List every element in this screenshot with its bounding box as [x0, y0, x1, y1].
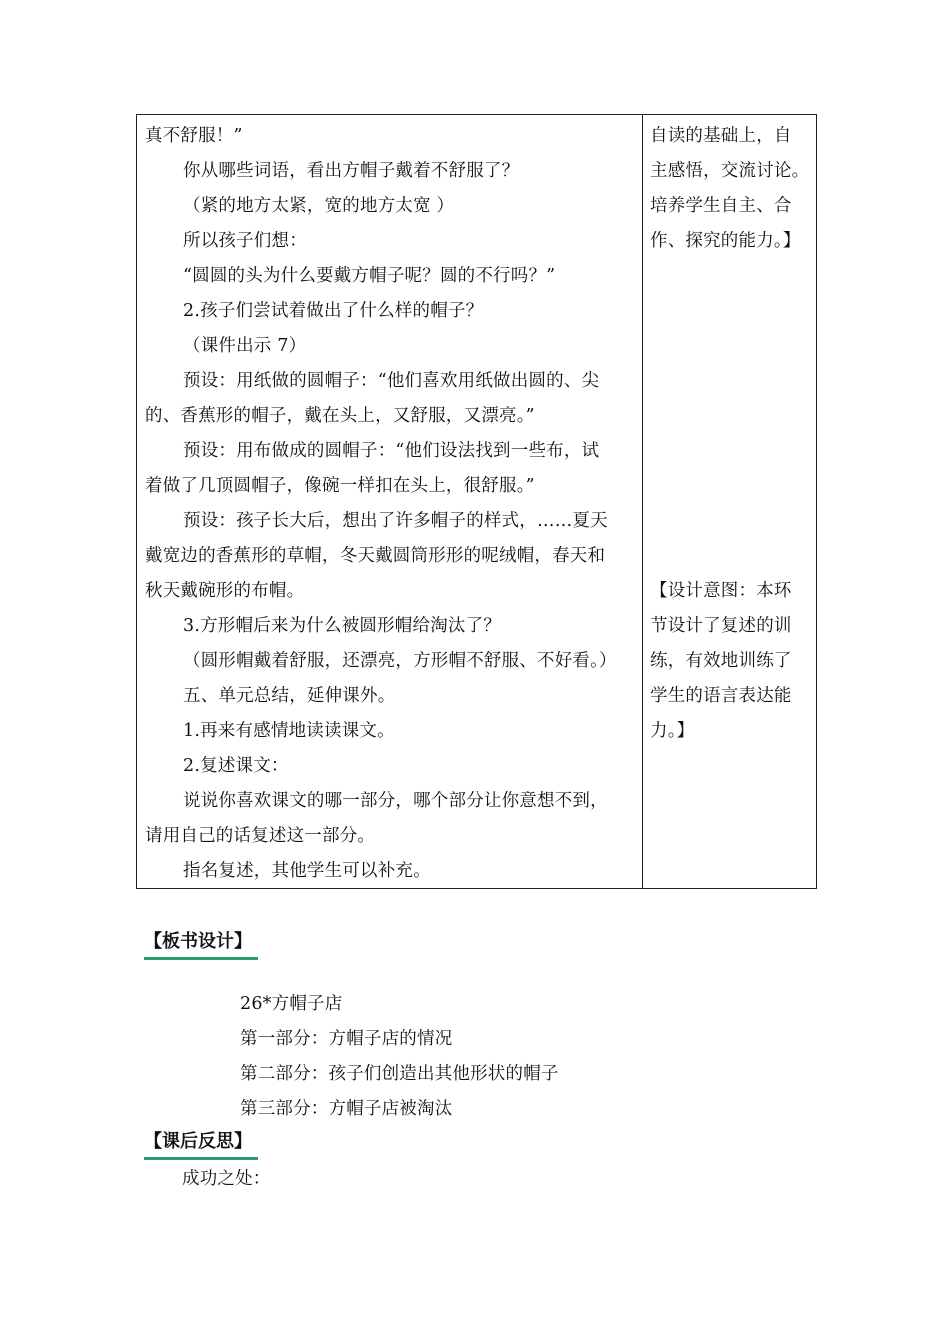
- note-line: 练，有效地训练了: [650, 651, 792, 671]
- paragraph-line: 预设：用纸做的圆帽子：“他们喜欢用纸做出圆的、尖: [183, 371, 600, 391]
- paragraph-line: 着做了几顶圆帽子，像碗一样扣在头上，很舒服。”: [145, 476, 535, 496]
- board-line: 第二部分：孩子们创造出其他形状的帽子: [240, 1064, 559, 1084]
- paragraph-line: 预设：用布做成的圆帽子：“他们设法找到一些布，试: [183, 441, 600, 461]
- paragraph-line: 预设：孩子长大后，想出了许多帽子的样式，……夏天: [183, 511, 608, 531]
- paragraph-line: 2.孩子们尝试着做出了什么样的帽子？: [183, 301, 484, 321]
- reflection-line: 成功之处：: [182, 1169, 271, 1189]
- paragraph-line: （课件出示 7）: [183, 336, 307, 356]
- note-line: 培养学生自主、合: [650, 196, 792, 216]
- paragraph-line: 指名复述，其他学生可以补充。: [183, 861, 431, 881]
- design-intent-note: [650, 119, 812, 259]
- paragraph-line: 五、单元总结，延伸课外。: [183, 686, 396, 706]
- note-line: 【设计意图：本环: [650, 581, 792, 601]
- paragraph-line: 所以孩子们想：: [183, 231, 307, 251]
- paragraph-line: 2.复述课文：: [183, 756, 289, 776]
- note-line: 主感悟，交流讨论。: [650, 161, 810, 181]
- board-line: 第三部分：方帽子店被淘汰: [240, 1099, 453, 1119]
- paragraph-line: 戴宽边的香蕉形的草帽，冬天戴圆筒形形的呢绒帽，春天和: [145, 546, 606, 566]
- paragraph-line: 秋天戴碗形的布帽。: [145, 581, 305, 601]
- board-line: 第一部分：方帽子店的情况: [240, 1029, 453, 1049]
- paragraph-line: 请用自己的话复述这一部分。: [145, 826, 376, 846]
- board-design-content: [240, 987, 559, 1127]
- board-title: 26*方帽子店: [240, 994, 343, 1014]
- heading-underline: [144, 957, 258, 960]
- paragraph-line: 你从哪些词语，看出方帽子戴着不舒服了？: [183, 161, 520, 181]
- design-intent-note: [650, 574, 812, 749]
- note-line: 自读的基础上，自: [650, 126, 792, 146]
- paragraph-line: （圆形帽戴着舒服，还漂亮，方形帽不舒服、不好看。）: [183, 651, 617, 671]
- paragraph-line: 1.再来有感情地读读课文。: [183, 721, 395, 741]
- paragraph-line: 真不舒服！”: [145, 126, 243, 146]
- note-line: 学生的语言表达能: [650, 686, 792, 706]
- teaching-process-cell: [145, 119, 637, 889]
- note-line: 力。】: [650, 721, 695, 741]
- paragraph-line: （紧的地方太紧，宽的地方太宽 ）: [183, 196, 455, 216]
- table-column-divider: [642, 115, 643, 888]
- note-line: 作、探究的能力。】: [650, 231, 801, 251]
- lesson-plan-table: [136, 114, 817, 889]
- reflection-heading-text: 【课后反思】: [144, 1131, 252, 1152]
- note-line: 节设计了复述的训: [650, 616, 792, 636]
- reflection-heading: [144, 1130, 252, 1154]
- board-design-heading: [144, 930, 252, 954]
- paragraph-line: “圆圆的头为什么要戴方帽子呢？圆的不行吗？”: [183, 266, 556, 286]
- paragraph-line: 的、香蕉形的帽子，戴在头上，又舒服，又漂亮。”: [145, 406, 535, 426]
- board-design-heading-text: 【板书设计】: [144, 931, 252, 952]
- reflection-content: [144, 1162, 271, 1197]
- paragraph-line: 说说你喜欢课文的哪一部分，哪个部分让你意想不到，: [183, 791, 608, 811]
- paragraph-line: 3.方形帽后来为什么被圆形帽给淘汰了？: [183, 616, 501, 636]
- heading-underline: [144, 1157, 258, 1160]
